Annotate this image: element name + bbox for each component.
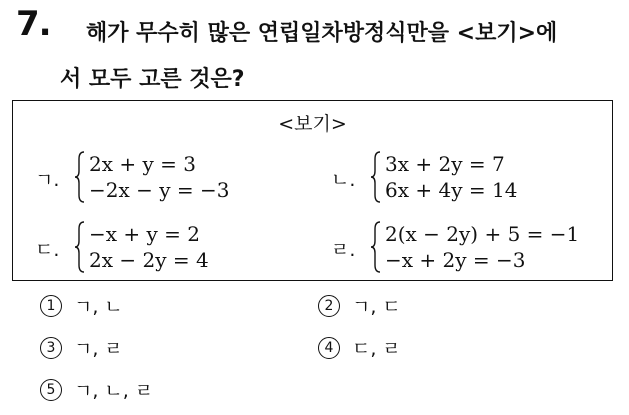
left-brace-icon [75,151,85,203]
equation-system [89,221,209,273]
left-brace-icon [371,221,381,273]
example-box-title: <보기> [278,113,347,135]
answer-choice-1[interactable] [40,292,123,319]
equation-system [89,151,230,203]
equation-1: 3x + 2y = 7 [385,152,505,176]
choice-number-circle: 4 [318,337,340,359]
left-brace-icon [371,151,381,203]
equation-1: −x + y = 2 [89,222,201,246]
question-text-line1: 해가 무수히 많은 연립일차방정식만을 <보기>에 [86,21,558,46]
question-number: 7. [16,4,51,44]
answer-choice-5[interactable] [40,376,153,403]
equation-2: −2x − y = −3 [89,178,230,202]
choice-number-circle: 2 [318,295,340,317]
equation-system [385,151,517,203]
example-item-label: ㄱ. [35,169,60,191]
example-box [12,100,613,281]
answer-choice-3[interactable] [40,334,123,361]
equation-2: 6x + 4y = 14 [385,178,518,202]
choice-text: ㄱ, ㄴ [74,296,123,318]
example-item-label: ㄴ. [331,169,356,191]
choice-text: ㄱ, ㄴ, ㄹ [74,380,154,402]
left-brace-icon [75,221,85,273]
choice-number-circle: 3 [40,337,62,359]
choice-text: ㄷ, ㄹ [352,338,401,360]
example-item-label: ㄹ. [331,239,356,261]
example-item-label: ㄷ. [35,239,60,261]
answer-choice-4[interactable] [318,334,401,361]
choice-number-circle: 5 [40,379,62,401]
equation-2: −x + 2y = −3 [385,248,526,272]
equation-1: 2(x − 2y) + 5 = −1 [385,222,580,246]
question-text-line2: 서 모두 고른 것은? [60,67,245,92]
choice-number-circle: 1 [40,295,62,317]
equation-1: 2x + y = 3 [89,152,196,176]
answer-choice-2[interactable] [318,292,401,319]
choice-text: ㄱ, ㄷ [352,296,401,318]
equation-2: 2x − 2y = 4 [89,248,209,272]
choice-text: ㄱ, ㄹ [74,338,123,360]
equation-system [385,221,579,273]
